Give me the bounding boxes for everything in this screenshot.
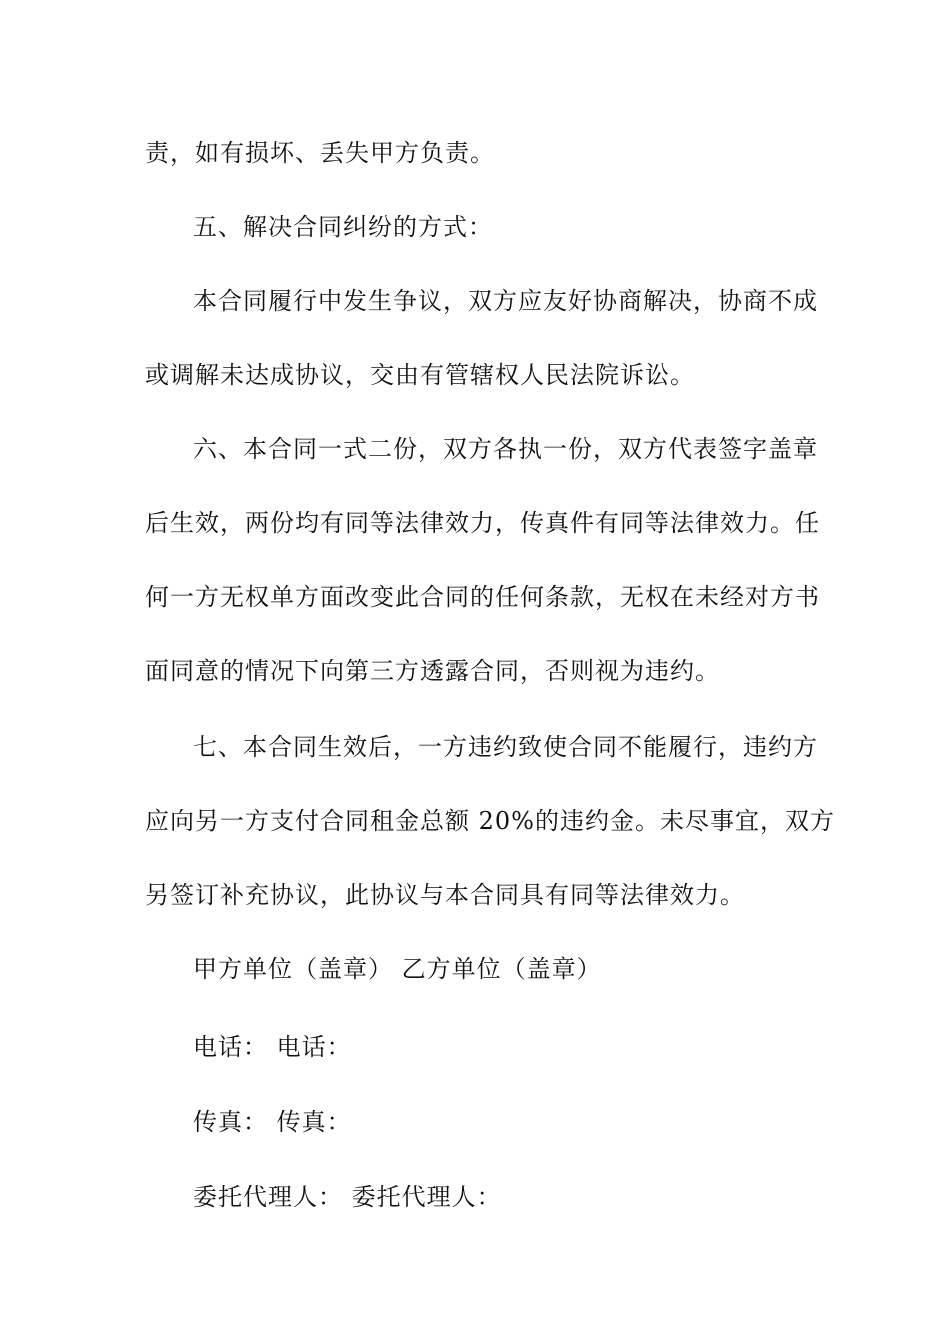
fax-line: 传真： 传真：	[193, 1108, 352, 1136]
section-5-heading: 五、解决合同纠纷的方式：	[193, 213, 493, 241]
party-seal-line: 甲方单位（盖章） 乙方单位（盖章）	[193, 955, 602, 983]
agent-line: 委托代理人： 委托代理人：	[193, 1183, 502, 1211]
section-7-line-3: 另签订补充协议，此协议与本合同具有同等法律效力。	[145, 881, 745, 909]
text-line-1: 责，如有损坏、丢失甲方负责。	[145, 139, 495, 167]
text-line-4: 或调解未达成协议，交由有管辖权人民法院诉讼。	[145, 361, 695, 389]
section-7-line-2: 应向另一方支付合同租金总额 20%的违约金。未尽事宜，双方	[145, 807, 835, 835]
section-6-line-4: 面同意的情况下向第三方透露合同，否则视为违约。	[145, 657, 720, 685]
section-7-line-1: 七、本合同生效后，一方违约致使合同不能履行，违约方	[193, 733, 818, 761]
section-6-line-3: 何一方无权单方面改变此合同的任何条款，无权在未经对方书	[145, 583, 820, 611]
section-6-line-2: 后生效，两份均有同等法律效力，传真件有同等法律效力。任	[145, 509, 820, 537]
text-line-3: 本合同履行中发生争议，双方应友好协商解决，协商不成	[193, 287, 818, 315]
phone-line: 电话： 电话：	[193, 1033, 352, 1061]
section-6-line-1: 六、本合同一式二份，双方各执一份，双方代表签字盖章	[193, 435, 818, 463]
